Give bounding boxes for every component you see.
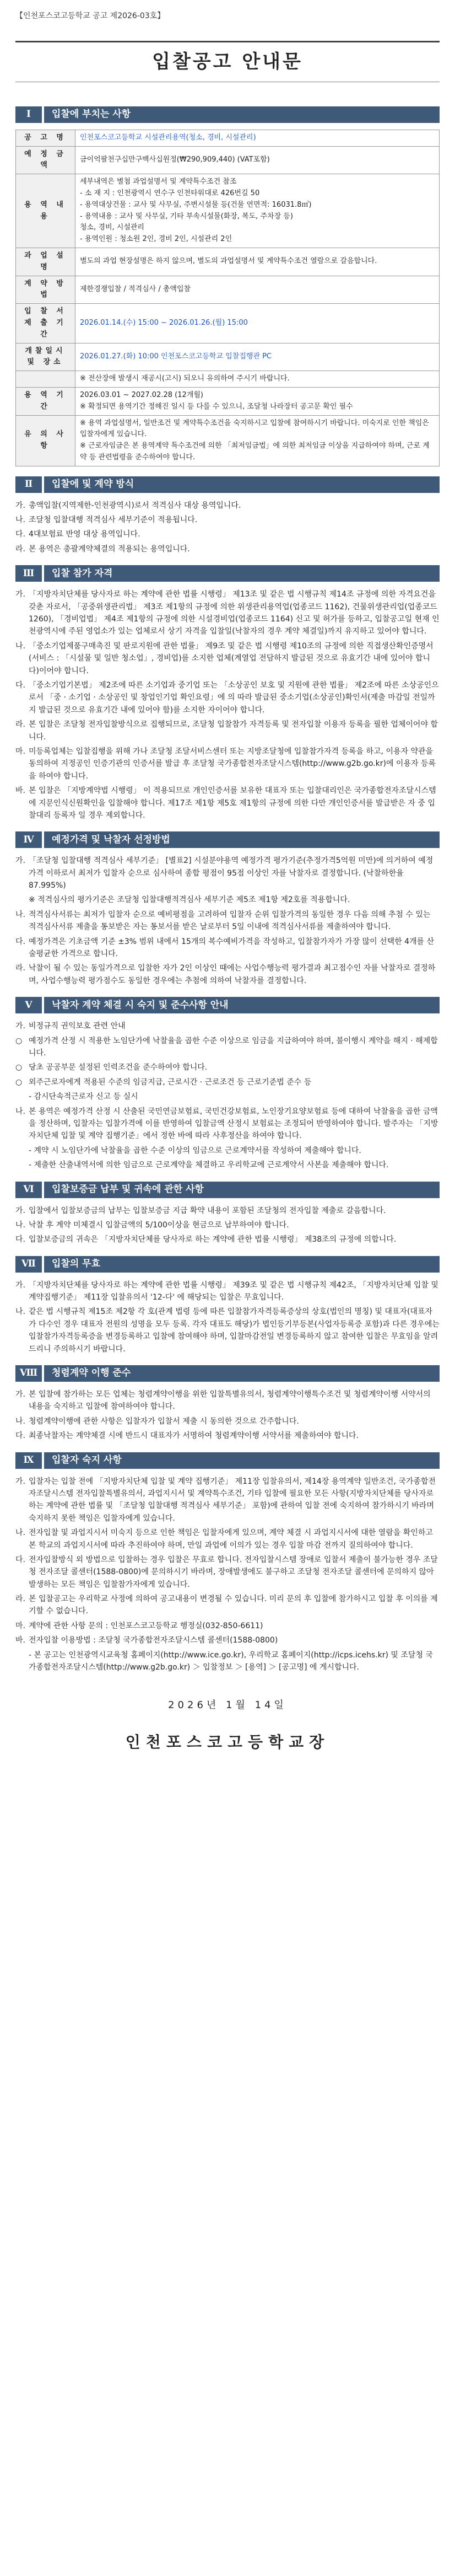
info-row bbox=[16, 387, 440, 415]
list-text: 전자입찰 및 과업지시서 미숙지 등으로 인한 책임은 입찰자에게 있으며, 계약 체결 시 과업지시서에 대한 열람을 확인하고 본 학교의 과업지시서에 따라 추진하여야 하며, 만일 과업에 이의가 있는 경우 입찰 마감 전까지 질의하여야 합니다. bbox=[29, 1528, 433, 1550]
section-7 bbox=[15, 1256, 440, 1355]
list-text: - 감시단속적근로자 신고 등 실시 bbox=[29, 1092, 138, 1102]
info-label: 과 업 설 명 bbox=[16, 248, 75, 276]
section-items bbox=[15, 1388, 440, 1442]
list-item bbox=[15, 1279, 440, 1304]
list-item bbox=[15, 1415, 440, 1427]
doc-number: 【인천포스코고등학교 공고 제2026-03호】 bbox=[15, 12, 165, 20]
section-2 bbox=[15, 476, 440, 556]
list-marker: 나. bbox=[15, 910, 25, 919]
list-item bbox=[15, 1035, 440, 1060]
info-value-line: 2026.03.01 ~ 2027.02.28 (12개월) bbox=[80, 390, 203, 399]
list-item bbox=[15, 855, 440, 892]
list-item bbox=[15, 1554, 440, 1591]
info-value-line: ※ 근로자임금은 본 용역계약 특수조건에 의한 「최저임금법」에 의한 최저임금 이상을 지급하여야 하며, 근로 계약 등 관련법령을 준수하여야 합니다. bbox=[80, 442, 430, 461]
list-text: 본 입찰은 조달청 전자입찰방식으로 집행되므로, 조달청 입찰참가 자격등록 및 전자입찰 이용자 등록을 필한 업체이어야 합니다. bbox=[29, 720, 438, 742]
list-item bbox=[15, 718, 440, 743]
list-text: - 제출한 산출내역서에 의한 임금으로 근로계약을 체결하고 우리학교에 근로계약서 사본을 제출해야 합니다. bbox=[29, 1161, 389, 1170]
info-row bbox=[16, 130, 440, 146]
list-text: 적격심사서류는 최저가 입찰자 순으로 예비평점을 고려하여 입찰자 순위 입찰가격의 동일한 경우 다음 의해 추첨 수 있는 적격심사서류 제출을 통보받은 자는 통보서를 받은 날로부터 5일 이내에 적격심사서류를 제출하여야 합니다. bbox=[29, 910, 431, 932]
list-item bbox=[15, 1091, 440, 1103]
list-item bbox=[15, 640, 440, 677]
list-text: 「중소기업기본법」 제2조에 따른 소기업과 중기업 또는 「소상공인 보호 및 지원에 관한 법률」 제2조에 따른 소상공인으로서 「중 · 소기업 · 소상공인 및 창업인기업 확인요령」에 의 따라 발급된 중소기업(소상공인)확인서(제출 마감일 전일까지 발급된 것으로 유효기간 내에 있어야 함)를 소지한 자이어야 합니다. bbox=[29, 681, 439, 715]
section-header bbox=[15, 1365, 440, 1382]
issuer-name: 인천포스코고등학교장 bbox=[125, 1733, 330, 1752]
list-marker: 나. bbox=[15, 1528, 25, 1538]
section-header bbox=[15, 1256, 440, 1273]
info-row bbox=[16, 343, 440, 371]
list-text: 낙찰이 될 수 있는 동일가격으로 입찰한 자가 2인 이상인 때에는 사업수행능력 평가결과 최고점수인 자를 낙찰자로 결정하며, 사업수행능력 평가점수도 동일한 경우에는 추첨에 의하여 낙찰자를 결정합니다. bbox=[29, 964, 436, 985]
list-text: 청렴계약이행에 관한 사항은 입찰자가 입찰서 제출 시 동의한 것으로 간주합니다. bbox=[29, 1416, 299, 1426]
section-header bbox=[15, 831, 440, 848]
list-marker: 라. bbox=[15, 544, 25, 554]
info-label: 개찰일시 및 장소 bbox=[16, 343, 75, 371]
list-item bbox=[15, 1159, 440, 1171]
list-text: 4대보험료 반영 대상 용역입니다. bbox=[29, 530, 140, 539]
section-3 bbox=[15, 565, 440, 822]
list-text: 조달청 입찰대행 적격심사 세부기준이 적용됩니다. bbox=[29, 516, 198, 525]
list-marker: 가. bbox=[15, 1280, 25, 1290]
list-marker: 마. bbox=[15, 747, 25, 756]
list-item bbox=[15, 1061, 440, 1074]
list-marker: 다. bbox=[15, 937, 25, 946]
list-item bbox=[15, 745, 440, 782]
list-item bbox=[15, 1076, 440, 1088]
list-item bbox=[15, 528, 440, 540]
info-value-line: 세부내역은 별첨 과업설명서 및 계약특수조건 참조 bbox=[80, 178, 237, 186]
notice-date: 2026년 1월 14일 bbox=[168, 1699, 287, 1711]
section-number: Ⅴ bbox=[15, 997, 42, 1013]
section-title: 입찰자 숙지 사항 bbox=[44, 1452, 440, 1469]
section-number: Ⅸ bbox=[15, 1452, 42, 1469]
list-marker: 가. bbox=[15, 590, 25, 599]
list-marker: 나. bbox=[15, 1416, 25, 1426]
list-item bbox=[15, 1475, 440, 1525]
info-value: ※ 전산장애 발생시 재공시(고시) 되오니 유의하여 주시기 바랍니다. bbox=[75, 371, 440, 388]
info-label bbox=[16, 371, 75, 388]
info-value: 금이억팔천구십만구백사십원정(₩290,909,440) (VAT포함) bbox=[75, 146, 440, 174]
section-title: 낙찰자 계약 체결 시 숙지 및 준수사항 안내 bbox=[44, 997, 440, 1013]
list-marker: ○ bbox=[15, 1063, 23, 1072]
info-row bbox=[16, 304, 440, 343]
list-text: 외주근로자에게 적용된 수준의 임금지급, 근로시간 · 근로조건 등 근로기준법 준수 등 bbox=[29, 1077, 312, 1087]
section-6 bbox=[15, 1182, 440, 1246]
info-value: 2026.01.27.(화) 10:00 인천포스코고등학교 입찰집행관 PC bbox=[75, 343, 440, 371]
info-value: 제한경쟁입찰 / 적격심사 / 총액입찰 bbox=[75, 276, 440, 304]
list-item bbox=[15, 894, 440, 906]
section-items bbox=[15, 1279, 440, 1355]
info-row bbox=[16, 276, 440, 304]
list-text: 「중소기업제품구매촉진 및 판로지원에 관한 법률」 제9조 및 같은 법 시행령 제10조의 규정에 의한 직접생산확인증명서(서비스 : 「시설물 및 일반 청소업」, 경비업)를 소지한 업체(계열업 전담하지 발급된 것으로 유효기간 내에 있어야 합니다)이어야 합니다. bbox=[29, 641, 434, 675]
section-number: Ⅷ bbox=[15, 1365, 42, 1382]
section-title: 입찰에 부치는 사항 bbox=[44, 106, 440, 123]
list-text: 전자입찰방식 외 방법으로 입찰하는 경우 입찰은 무효로 합니다. 전자입찰시스템 장애로 입찰서 제출이 불가능한 경우 조달청 전자조달 콜센터(1588-0800)에 문의하시기 바라며, 장애발생에도 불구하고 조달청 전자조달 콜센터에 문의하지 않아 발생하는 모든 책임은 입찰참가자에게 있습니다. bbox=[29, 1555, 438, 1589]
list-item bbox=[15, 588, 440, 638]
info-row bbox=[16, 146, 440, 174]
list-item bbox=[15, 1219, 440, 1231]
list-marker: 나. bbox=[15, 1220, 25, 1230]
list-text: 본 입찰공고는 우리학교 사정에 의하여 공고내용이 변경될 수 있습니다. 미리 문의 후 입찰에 참가하시고 입찰 후 이의를 제기할 수 없습니다. bbox=[29, 1595, 438, 1616]
list-text: 미등록업체는 입찰집행을 위해 가나 조달청 조달서비스센터 또는 지방조달청에 입찰참가자격 등록을 하고, 이용자 약관을 동의하여 지정공인 인증기관의 인증서를 발급 후 조달청 국가종합전자조달시스템(http://www.g2b.go.kr)에 이용자 등록을 하여야 합니다. bbox=[29, 747, 436, 781]
info-value bbox=[75, 415, 440, 466]
list-text: 「지방자치단체를 당사자로 하는 계약에 관한 법률 시행령」 제39조 및 같은 법 시행규칙 제42조, 「지방자치단체 입찰 및 계약집행기준」 제11장 입찰유의서 '12-다' 에 해당되는 입찰은 무효입니다. bbox=[29, 1280, 438, 1302]
list-marker: 가. bbox=[15, 856, 25, 866]
list-item bbox=[15, 1593, 440, 1618]
list-marker: 가. bbox=[15, 1206, 25, 1215]
list-text: ※ 적격심사의 평가기준은 조달청 입찰대행적격심사 세부기준 제5조 제1항 제2호를 적용합니다. bbox=[29, 895, 350, 905]
list-item bbox=[15, 1306, 440, 1355]
section-title: 예정가격 및 낙찰자 선정방법 bbox=[44, 831, 440, 848]
list-marker: 라. bbox=[15, 964, 25, 973]
list-text: 입찰에서 입찰보증금의 납부는 입찰보증금 지급 확약 내용이 포함된 조달청의 전자입찰 제출로 갈음합니다. bbox=[29, 1206, 386, 1215]
list-marker: ○ bbox=[15, 1036, 23, 1045]
list-text: 전자입찰 이용방법 : 조달청 국가종합전자조달시스템 콜센터(1588-0800) bbox=[29, 1636, 278, 1645]
info-row bbox=[16, 371, 440, 388]
section-items bbox=[15, 855, 440, 987]
list-marker: ○ bbox=[15, 1077, 23, 1087]
section-title: 입찰보증금 납부 및 귀속에 관한 사항 bbox=[44, 1182, 440, 1198]
info-value bbox=[75, 174, 440, 248]
list-item bbox=[15, 1105, 440, 1142]
list-marker: 다. bbox=[15, 681, 25, 690]
list-text: 본 입찰은 「지방계약법 시행령」 이 적용되므로 개인인증서를 보유한 대표자 또는 입찰대리인은 국가종합전자조달시스템에 지문인식신원확인을 입찰해야 합니다. 제17조 제1항 제5호 제1항의 규정에 의한 다만 개인인증서를 발급받은 자 중 입찰대리 등록자 일 경우 제외합니다. bbox=[29, 786, 436, 820]
section-number: Ⅳ bbox=[15, 831, 42, 848]
list-text: 당초 공공부문 설정된 인력조건을 준수하여야 합니다. bbox=[29, 1063, 208, 1072]
list-marker: 바. bbox=[15, 786, 25, 796]
list-text: - 계약 시 노임단가에 낙찰율을 곱한 수준 이상의 임금으로 근로계약서를 작성하여 제출해야 합니다. bbox=[29, 1146, 361, 1155]
list-item bbox=[15, 500, 440, 512]
list-item bbox=[15, 785, 440, 822]
list-text: 낙찰 후 계약 미체결시 입찰금액의 5/100이상을 현금으로 납부하여야 합니다. bbox=[29, 1220, 289, 1230]
info-value bbox=[75, 387, 440, 415]
info-label: 용 역 기 간 bbox=[16, 387, 75, 415]
info-value-line: - 용역인원 : 청소원 2인, 경비 2인, 시설관리 2인 bbox=[80, 235, 232, 244]
list-marker bbox=[15, 1159, 29, 1171]
info-value bbox=[75, 248, 440, 276]
info-label: 용 역 내 용 bbox=[16, 174, 75, 248]
list-marker: 다. bbox=[15, 1555, 25, 1564]
info-row bbox=[16, 174, 440, 248]
list-marker: 마. bbox=[15, 1621, 25, 1630]
list-item bbox=[15, 1205, 440, 1217]
list-item bbox=[15, 679, 440, 716]
list-text: 본 용역은 예정가격 산정 시 산출된 국민연금보험료, 국민건강보험료, 노인장기요양보험료 등에 대하여 낙찰율을 곱한 금액을 정산하며, 입찰자는 입찰가격에 이를 반영하여 입찰금액 산정시 보험료는 조정되어 반영하여야 합니다. 발주자는 「지방자치단체 입찰 및 계약 집행기준」에서 정한 바에 따라 사후정산을 하여야 합니다. bbox=[29, 1107, 438, 1141]
list-text: 계약에 관한 사항 문의 : 인천포스코고등학교 행정실(032-850-6611) bbox=[29, 1621, 263, 1630]
list-marker: 가. bbox=[15, 1022, 25, 1031]
list-text: 본 입찰에 참가하는 모든 업체는 청렴계약이행을 위한 입찰특별유의서, 청렴계약이행특수조건 및 청렴계약이행 서약서의 내용을 숙지하고 입찰에 참여하여야 합니다. bbox=[29, 1390, 431, 1412]
list-marker: 바. bbox=[15, 1636, 25, 1645]
list-marker bbox=[15, 1145, 29, 1157]
list-item bbox=[15, 1388, 440, 1413]
list-marker: 나. bbox=[15, 641, 25, 651]
list-text: 「지방자치단체를 당사자로 하는 계약에 관한 법률 시행령」 제13조 및 같은 법 시행규칙 제14조 규정에 의한 자격요건을 갖춘 자로서, 「공중위생관리법」 제3조 제1항의 규정에 의한 위생관리용역업(업종코드 1162), 건물위생관리업(업종코드 1260), 「경비업법」 제4조 제1항의 규정에 의한 시설경비업(업종코드 1164) 신고 및 허가를 등하고, 입찰공고일 현재 인천광역시에 주된 영업소가 있는 업체로서 상기 자격을 입찰일(낙찰자의 경우 계약 체결일)까지 유지하고 있어야 합니다. bbox=[29, 590, 440, 636]
list-text: 비정규직 권익보호 관련 안내 bbox=[29, 1022, 126, 1031]
info-value-line: 청소, 경비, 시설관리 bbox=[80, 223, 144, 232]
list-text: 입찰자는 입찰 전에 「지방자치단체 입찰 및 계약 집행기준」 제11장 입찰유의서, 제14장 용역계약 일반조건, 국가종합전자조달시스템 전자입찰특별유의서, 과업지시서 및 계약특수조건, 기타 입찰에 필요한 모든 사항(지방자치단체를 당사자로 하는 계약에 관한 법률 및 「조달청 입찰대행 적격심사 세부기준」 포함)에 관하여 입찰 전에 숙지하여 참가하시기 바라며 숙지하지 못한 책임은 입찰자에게 있습니다. bbox=[29, 1477, 436, 1523]
info-table bbox=[15, 130, 440, 466]
section-1 bbox=[15, 106, 440, 466]
section-items bbox=[15, 1020, 440, 1171]
section-number: Ⅶ bbox=[15, 1256, 42, 1273]
list-text: - 본 공고는 인천광역시교육청 홈페이지(http://www.ice.go.kr), 우리학교 홈페이지(http://icps.icehs.kr) 및 조달청 국가종합전자조달시스템(http://www.g2b.go.kr) ＞ 입찰정보 ＞ [용역] ＞ [공고명] 에 게시합니다. bbox=[29, 1650, 433, 1672]
section-header bbox=[15, 1182, 440, 1198]
info-row bbox=[16, 415, 440, 466]
section-9 bbox=[15, 1452, 440, 1674]
list-item bbox=[15, 962, 440, 987]
list-item bbox=[15, 1145, 440, 1157]
section-5 bbox=[15, 997, 440, 1171]
section-title: 입찰에 및 계약 방식 bbox=[44, 476, 440, 493]
section-number: Ⅱ bbox=[15, 476, 42, 493]
list-marker: 다. bbox=[15, 530, 25, 539]
list-text: 최종낙찰자는 계약체결 시에 반드시 대표자가 서명하여 청렴계약이행 서약서를 제출하여야 합니다. bbox=[29, 1431, 359, 1441]
info-value-line: - 용역대상건물 : 교사 및 사무실, 주변시설물 등(건물 연면적: 16031.8㎡) bbox=[80, 200, 312, 209]
section-title: 입찰의 무효 bbox=[44, 1256, 440, 1273]
list-text: 본 용역은 총괄계약체결의 적용되는 용역입니다. bbox=[29, 544, 190, 554]
list-marker: 나. bbox=[15, 1307, 25, 1317]
list-text: 같은 법 시행규칙 제15조 제2항 각 호(관계 법령 등에 따른 입찰참가자격등록증상의 상호(법인의 명칭) 및 대표자(대표자가 다수인 경우 대표자 전원의 성명을 모두 등록. 각자 대표도 해당)가 법인등기부등본(사업자등록증 포함)과 다른 경우에는 입찰참가자격등록증을 변경등록하고 입찰에 참여해야 하며, 입찰마감전일 변경등록하지 않고 참여한 입찰은 무효임을 알려드리니 주의하시기 바랍니다. bbox=[29, 1307, 440, 1354]
info-value-line: ※ 용역 과업설명서, 일반조건 및 계약특수조건을 숙지하시고 입찰에 참여하시기 바랍니다. 미숙지로 인한 책임은 입찰자에게 있습니다. bbox=[80, 418, 429, 439]
info-label: 계 약 방 법 bbox=[16, 276, 75, 304]
list-marker: 가. bbox=[15, 501, 25, 510]
list-item bbox=[15, 1020, 440, 1032]
list-text: 예정가격 산정 시 적용한 노임단가에 낙찰율을 곱한 수준 이상으로 임금을 지급하여야 하며, 불이행시 계약을 해지 · 해제합니다. bbox=[29, 1036, 438, 1058]
list-marker bbox=[15, 894, 29, 906]
section-items bbox=[15, 1205, 440, 1246]
section-items bbox=[15, 588, 440, 822]
list-item bbox=[15, 1620, 440, 1632]
info-label: 공 고 명 bbox=[16, 130, 75, 146]
section-header bbox=[15, 106, 440, 123]
list-item bbox=[15, 514, 440, 526]
list-item bbox=[15, 1527, 440, 1552]
list-marker: 라. bbox=[15, 720, 25, 729]
list-item bbox=[15, 1649, 440, 1674]
section-number: Ⅵ bbox=[15, 1182, 42, 1198]
list-marker: 라. bbox=[15, 1595, 25, 1604]
page-title: 입찰공고 안내문 bbox=[15, 41, 440, 82]
info-label: 입 찰 서 제 출 기 간 bbox=[16, 304, 75, 343]
info-row bbox=[16, 248, 440, 276]
info-value-line: - 소 재 지 : 인천광역시 연수구 인천타워대로 426번길 50 bbox=[80, 189, 260, 197]
list-marker bbox=[15, 1649, 29, 1674]
section-header bbox=[15, 476, 440, 493]
info-value: 인천포스코고등학교 시설관리용역(청소, 경비, 시설관리) bbox=[75, 130, 440, 146]
section-header bbox=[15, 1452, 440, 1469]
section-4 bbox=[15, 831, 440, 987]
section-title: 청렴계약 이행 준수 bbox=[44, 1365, 440, 1382]
section-items bbox=[15, 1475, 440, 1674]
section-items bbox=[15, 500, 440, 556]
list-marker: 나. bbox=[15, 516, 25, 525]
list-text: 총액입찰(지역제한-인천광역시)로서 적격심사 대상 용역입니다. bbox=[29, 501, 241, 510]
list-text: 입찰보증금의 귀속은 「지방자치단체를 당사자로 하는 계약에 관한 법률 시행령」 제38조의 규정에 의합니다. bbox=[29, 1235, 397, 1244]
list-marker: 가. bbox=[15, 1390, 25, 1399]
section-header bbox=[15, 565, 440, 582]
info-label: 예 정 금 액 bbox=[16, 146, 75, 174]
section-number: Ⅲ bbox=[15, 565, 42, 582]
list-marker: 가. bbox=[15, 1477, 25, 1486]
list-item bbox=[15, 909, 440, 933]
list-item bbox=[15, 1634, 440, 1646]
section-number: Ⅰ bbox=[15, 106, 42, 123]
info-value: 2026.01.14.(수) 15:00 ~ 2026.01.26.(월) 15:00 bbox=[75, 304, 440, 343]
list-text: 예정가격은 기초금액 기준 ±3% 범위 내에서 15개의 복수예비가격을 작성하고, 입찰참가자가 가장 많이 선택한 4개를 산술평균한 가격으로 합니다. bbox=[29, 937, 434, 959]
list-item bbox=[15, 543, 440, 555]
list-marker bbox=[15, 1091, 29, 1103]
list-marker: 다. bbox=[15, 1235, 25, 1244]
info-value-line: - 용역내용 : 교사 및 사무실, 기타 부속시설물(화장, 복도, 주차장 등) bbox=[80, 212, 293, 221]
list-marker: 나. bbox=[15, 1107, 25, 1116]
list-text: 「조달청 입찰대행 적격심사 세부기준」 [별표2] 시설분야용역 예정가격 평가기준(추정가격5억원 미만)에 의거하여 예정가격 이하로서 최저가 입찰자 순으로 심사하여 종합 평점이 95점 이상인 자를 낙찰자로 결정합니다. (낙찰하한율 87.995%) bbox=[29, 856, 434, 890]
section-title: 입찰 참가 자격 bbox=[44, 565, 440, 582]
list-item bbox=[15, 1430, 440, 1442]
info-label: 유 의 사 항 bbox=[16, 415, 75, 466]
list-marker: 다. bbox=[15, 1431, 25, 1441]
info-value-line: 별도의 과업 현장설명은 하지 않으며, 별도의 과업설명서 및 계약특수조건 열람으로 갈음합니다. bbox=[80, 257, 377, 266]
section-8 bbox=[15, 1365, 440, 1442]
section-header bbox=[15, 997, 440, 1013]
info-value-line: ※ 확정되면 용역기간 정해진 일시 등 다를 수 있으니, 조달청 나라장터 공고문 확인 필수 bbox=[80, 402, 353, 411]
list-item bbox=[15, 1233, 440, 1246]
list-item bbox=[15, 936, 440, 960]
